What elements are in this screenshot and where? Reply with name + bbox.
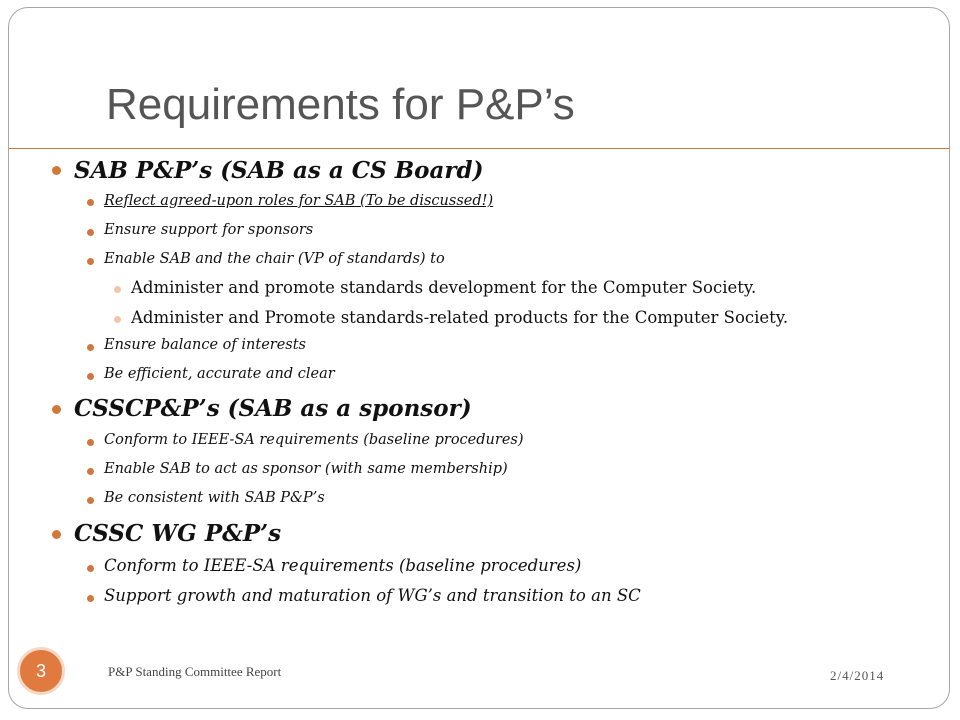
bullet-dot-icon [52,405,61,414]
bullet-dot-icon [87,439,94,446]
list-item: Support growth and maturation of WG’s and transition to an SC [104,586,641,605]
section-heading: CSSC WG P&P’s [74,520,282,547]
list-item: Administer and promote standards development for the Computer Society. [131,278,757,297]
bullet-dot-icon [87,199,94,206]
list-item: Ensure balance of interests [104,337,306,353]
list-item: Conform to IEEE-SA requirements (baseline procedures) [104,432,524,448]
list-item: Enable SAB to act as sponsor (with same membership) [104,461,508,477]
list-item: Ensure support for sponsors [104,222,314,238]
bullet-dot-icon [114,316,121,323]
list-item: Enable SAB and the chair (VP of standards) to [104,251,445,267]
bullet-dot-icon [87,258,94,265]
list-item: Be efficient, accurate and clear [104,366,335,382]
bullet-dot-icon [87,565,94,572]
slide-title: Requirements for P&P’s [106,80,575,129]
bullet-dot-icon [87,373,94,380]
list-item: Be consistent with SAB P&P’s [104,490,325,506]
list-item: Administer and Promote standards-related products for the Computer Society. [131,308,789,327]
list-item: Conform to IEEE-SA requirements (baseline procedures) [104,556,582,575]
section-heading: SAB P&P’s (SAB as a CS Board) [74,157,484,184]
page-number-badge: 3 [17,647,65,695]
bullet-dot-icon [87,595,94,602]
bullet-dot-icon [52,166,61,175]
list-item: Reflect agreed-upon roles for SAB (To be discussed!) [104,193,494,209]
bullet-dot-icon [87,468,94,475]
footer-text: P&P Standing Committee Report [108,664,282,679]
footer-date: 2/4/2014 [830,668,885,683]
bullet-dot-icon [87,229,94,236]
bullet-dot-icon [52,530,61,539]
section-heading: CSSCP&P’s (SAB as a sponsor) [74,395,472,422]
bullet-dot-icon [87,497,94,504]
bullet-dot-icon [114,286,121,293]
bullet-dot-icon [87,344,94,351]
